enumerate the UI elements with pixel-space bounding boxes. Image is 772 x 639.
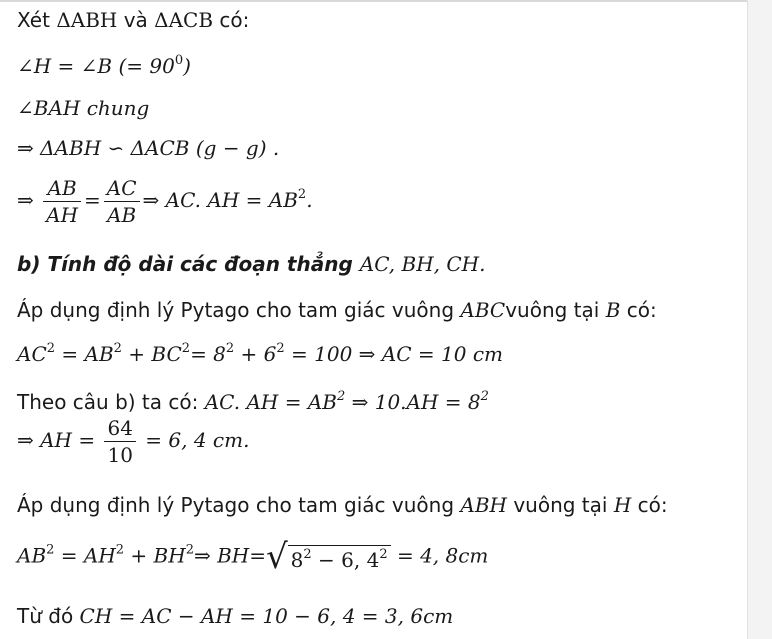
math: AC, BH, CH. (359, 252, 486, 276)
sup: 2 (46, 341, 56, 356)
line-similar (17, 138, 279, 158)
math: = 8 (190, 342, 226, 366)
math: ABH (460, 493, 507, 517)
line-xet (17, 10, 249, 30)
math: + 6 (234, 342, 277, 366)
math: ⇒ BH= (193, 543, 266, 568)
sup: 2 (276, 341, 285, 356)
line-theo-cau-b (17, 389, 489, 414)
line-ratio (17, 178, 313, 225)
sup: 2 (336, 389, 346, 404)
math: AC (17, 342, 47, 366)
numerator: AB (43, 178, 81, 202)
text: Áp dụng định lý Pytago cho tam giác vuông (17, 298, 461, 322)
radicand (288, 545, 391, 570)
sup: 0 (174, 53, 184, 68)
line-bh-calc (17, 537, 489, 577)
math: H (613, 493, 632, 517)
text: vuông tại (505, 298, 606, 322)
math: + BC (121, 342, 182, 366)
math: − 6, 4 (311, 547, 380, 572)
fraction-ac-ab (104, 178, 140, 225)
math: ⇒ AH = (17, 428, 102, 452)
math: ABC (460, 298, 506, 322)
math: 8 (290, 547, 304, 572)
line-pytago-abh (17, 495, 668, 515)
math: = 100 ⇒ AC = 10 cm (284, 342, 503, 366)
fraction-64-10 (104, 418, 135, 465)
radical-sign: √ (265, 537, 288, 577)
math: ⇒ (17, 188, 34, 212)
text: Theo câu b) ta có: (17, 390, 205, 414)
denominator: AH (46, 203, 79, 227)
text: Xét (17, 8, 57, 32)
fraction-ab-ah (43, 178, 81, 225)
math: AB (17, 543, 47, 568)
denominator: 10 (107, 443, 133, 467)
text: có: (631, 493, 668, 517)
sup: 2 (303, 546, 312, 562)
math: ∠H = ∠B (= 90 (17, 54, 175, 78)
numerator: 64 (104, 418, 135, 442)
text: Áp dụng định lý Pytago cho tam giác vuông (17, 493, 461, 517)
math: = 6, 4 cm. (138, 428, 250, 452)
text: có: (213, 8, 250, 32)
math: B (605, 298, 621, 322)
math: + BH (124, 543, 186, 568)
sup: 2 (480, 389, 489, 404)
triangle-acb: ΔACB (154, 8, 214, 32)
math: = 4, 8cm (390, 543, 489, 568)
sup: 2 (181, 341, 191, 356)
sup: 2 (115, 542, 125, 558)
text: và (117, 8, 155, 32)
sup: 2 (297, 187, 307, 202)
math: ⇒ 10.AH = 8 (345, 390, 481, 414)
math: AC. AH = AB (204, 390, 337, 414)
sup: 2 (46, 542, 55, 558)
sup: 2 (379, 546, 388, 562)
line-ah-result (17, 418, 249, 465)
math: = (84, 188, 101, 212)
math: ⇒ AC. AH = AB (142, 188, 298, 212)
section-heading: b) Tính độ dài các đoạn thẳng (17, 252, 360, 276)
top-border (0, 0, 772, 2)
triangle-abh: ΔABH (56, 8, 118, 32)
line-ch-result (17, 606, 453, 626)
denominator: AB (107, 203, 137, 227)
numerator: AC (104, 178, 140, 202)
sup: 2 (185, 542, 194, 558)
line-pytago-abc (17, 300, 657, 320)
text: vuông tại (506, 493, 614, 517)
line-angle-common (17, 98, 149, 118)
math: = AH (54, 543, 116, 568)
sup: 2 (113, 341, 122, 356)
math: ⇒ ΔABH ∽ ΔACB (g − g) . (17, 136, 280, 160)
line-angle-equal (17, 53, 191, 78)
text: có: (620, 298, 657, 322)
line-ac-calc (17, 341, 503, 366)
square-root (265, 537, 391, 577)
math: . (306, 188, 313, 212)
scrollbar[interactable] (747, 0, 772, 639)
math: ∠BAH chung (17, 96, 150, 120)
line-section-b (17, 254, 485, 274)
sup: 2 (225, 341, 235, 356)
math: ) (183, 54, 191, 78)
math: = AB (55, 342, 114, 366)
math: CH = AC − AH = 10 − 6, 4 = 3, 6cm (79, 604, 454, 628)
text: Từ đó (17, 604, 80, 628)
